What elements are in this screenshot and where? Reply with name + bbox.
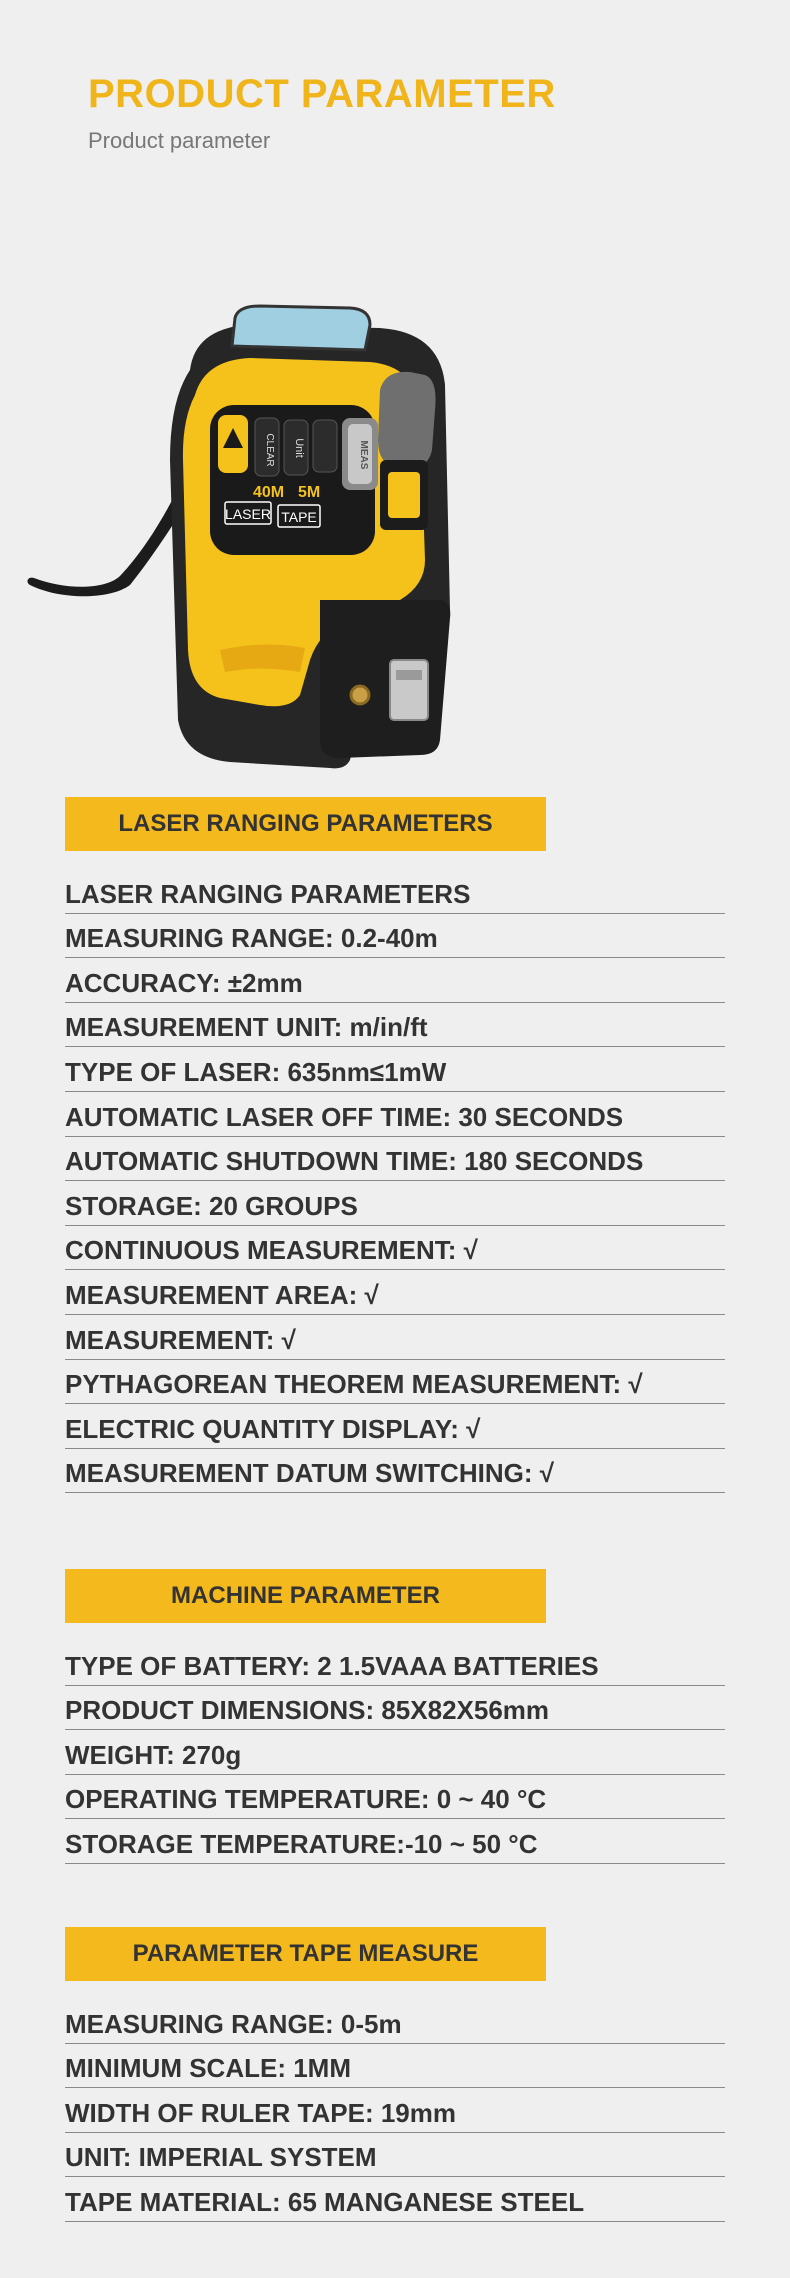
parameter-row: MINIMUM SCALE: 1MM — [65, 2044, 725, 2089]
parameter-row: WIDTH OF RULER TAPE: 19mm — [65, 2088, 725, 2133]
parameter-row: TYPE OF LASER: 635nm≤1mW — [65, 1047, 725, 1092]
page-title: PRODUCT PARAMETER — [88, 72, 556, 116]
parameter-row: MEASUREMENT: √ — [65, 1315, 725, 1360]
section-heading: MACHINE PARAMETER — [65, 1569, 546, 1623]
machine-parameter-section — [65, 1569, 725, 1864]
parameter-list — [65, 869, 725, 1493]
parameter-row: STORAGE TEMPERATURE:-10 ~ 50 °C — [65, 1819, 725, 1864]
parameter-row: PYTHAGOREAN THEOREM MEASUREMENT: √ — [65, 1360, 725, 1405]
tape-label: TAPE — [281, 509, 317, 525]
section-heading: PARAMETER TAPE MEASURE — [65, 1927, 546, 1981]
parameter-row: OPERATING TEMPERATURE: 0 ~ 40 °C — [65, 1775, 725, 1820]
parameter-row: AUTOMATIC LASER OFF TIME: 30 SECONDS — [65, 1092, 725, 1137]
product-image — [20, 300, 640, 780]
tape-range-label: 5M — [298, 484, 321, 501]
parameter-row: TAPE MATERIAL: 65 MANGANESE STEEL — [65, 2177, 725, 2222]
parameter-row: MEASUREMENT AREA: √ — [65, 1270, 725, 1315]
parameter-row: MEASURING RANGE: 0.2-40m — [65, 914, 725, 959]
laser-label: LASER — [225, 506, 271, 522]
parameter-row: MEASUREMENT UNIT: m/in/ft — [65, 1003, 725, 1048]
clear-button-label: CLEAR — [264, 433, 275, 467]
parameter-row: MEASURING RANGE: 0-5m — [65, 1999, 725, 2044]
laser-range-label: 40M — [253, 484, 285, 501]
parameter-row: CONTINUOUS MEASUREMENT: √ — [65, 1226, 725, 1271]
parameter-row: MEASUREMENT DATUM SWITCHING: √ — [65, 1449, 725, 1494]
parameter-row: PRODUCT DIMENSIONS: 85X82X56mm — [65, 1686, 725, 1731]
parameter-row: UNIT: IMPERIAL SYSTEM — [65, 2133, 725, 2178]
laser-ranging-section — [65, 797, 725, 1493]
parameter-row: TYPE OF BATTERY: 2 1.5VAAA BATTERIES — [65, 1641, 725, 1686]
parameter-row: ACCURACY: ±2mm — [65, 958, 725, 1003]
parameter-list — [65, 1641, 725, 1864]
parameter-row: AUTOMATIC SHUTDOWN TIME: 180 SECONDS — [65, 1137, 725, 1182]
meas-button-label: MEAS — [358, 440, 369, 470]
parameter-row: ELECTRIC QUANTITY DISPLAY: √ — [65, 1404, 725, 1449]
parameter-row: WEIGHT: 270g — [65, 1730, 725, 1775]
unit-button-label: Unit — [293, 438, 305, 458]
page-subtitle: Product parameter — [88, 128, 271, 153]
parameter-list — [65, 1999, 725, 2222]
parameter-row: LASER RANGING PARAMETERS — [65, 869, 725, 914]
parameter-row: STORAGE: 20 GROUPS — [65, 1181, 725, 1226]
tape-measure-section — [65, 1927, 725, 2222]
section-heading: LASER RANGING PARAMETERS — [65, 797, 546, 851]
